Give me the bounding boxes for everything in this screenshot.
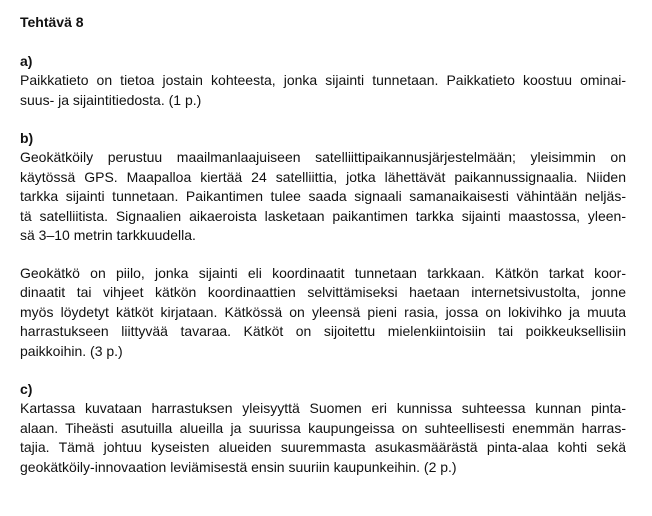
section-b-line: Geokätköily perustuu maailmanlaajuiseen satelliittipaikannusjärjestelmään; yleisimmin on [20, 149, 626, 165]
section-b-line: dinaatit tai vihjeet kätkön koordinaattien selvittämiseksi haetaan internetsivustolta, jonne [20, 284, 626, 300]
section-b-line: tä satelliitista. Signaalien aikaeroista lasketaan paikantimen tarkka sijainti maastossa, yleen- [20, 207, 626, 224]
section-b-line: harrastukseen liittyvää tavaraa. Kätköt on sijoitettu mielenkiintoisiin tai poikkeuksellisiin [20, 323, 626, 339]
document-page [20, 12, 626, 477]
section-c-line: alaan. Tiheästi asutuilla alueilla ja suurissa kaupungeissa on suhteellisesti enemmän harras- [20, 419, 626, 436]
section-b-label: b) [20, 130, 34, 146]
section-c [20, 379, 626, 477]
section-b-line: myös löydetyt kätköt kirjataan. Kätkössä on yleensä pieni rasia, jossa on lokivihko ja muuta [20, 303, 626, 320]
section-c-label: c) [20, 381, 33, 397]
section-a-label: a) [20, 53, 33, 69]
section-b-line: paikkoihin. (3 p.) [20, 342, 123, 359]
section-a-line: suus- ja sijaintitiedosta. (1 p.) [20, 91, 202, 108]
task-title: Tehtävä 8 [20, 14, 84, 30]
section-b-line: käytössä GPS. Maapalloa kiertää 24 satelliittia, jotka lähettävät paikannussignaalia. Niiden [20, 168, 626, 185]
section-a-line: Paikkatieto on tietoa jostain kohteesta, jonka sijainti tunnetaan. Paikkatieto koostuu ominai- [20, 72, 626, 88]
section-b [20, 128, 626, 361]
section-b-line: tarkka sijainti tunnetaan. Paikantimen tulee saada signaali samanaikaisesti vähintään neljäs- [20, 188, 626, 204]
section-c-line: tajia. Tämä johtuu kyseisten alueiden suuremmasta asukasmäärästä pinta-alaa kohti sekä [20, 439, 626, 455]
section-c-line: Kartassa kuvataan harrastuksen yleisyyttä Suomen eri kunnissa suhteessa kunnan pinta- [20, 400, 626, 416]
section-a [20, 51, 626, 110]
section-b-line: sä 3–10 metrin tarkkuudella. [20, 227, 196, 243]
section-b-line: Geokätkö on piilo, jonka sijainti eli koordinaatit tunnetaan tarkkaan. Kätkön tarkat koor- [20, 264, 626, 281]
section-c-line: geokätköily-innovaation leviämisestä ensin suuriin kaupunkeihin. (2 p.) [20, 458, 457, 475]
